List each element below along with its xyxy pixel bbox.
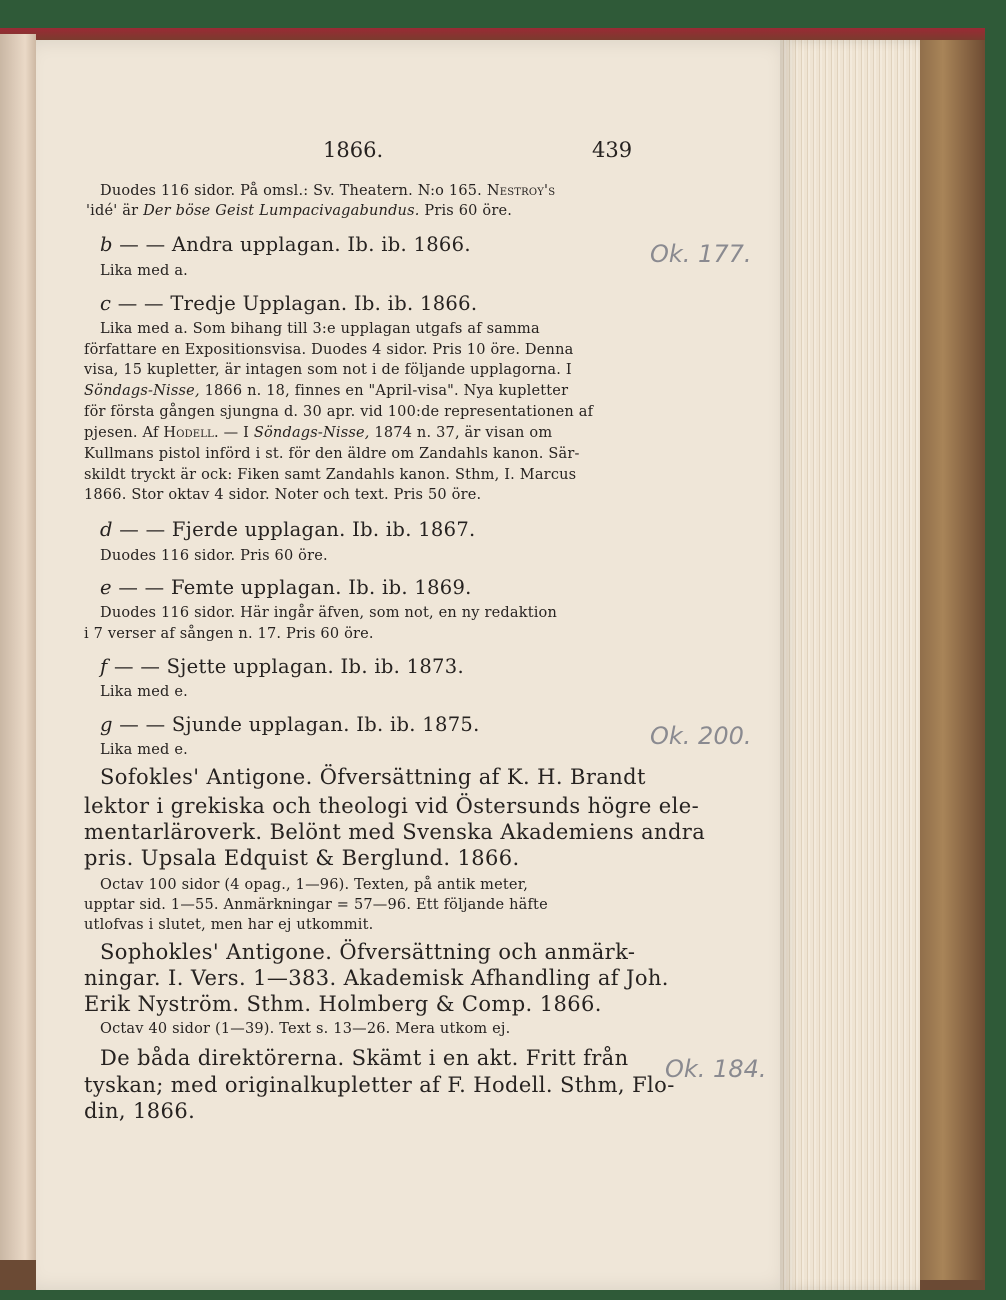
text-line: visa, 15 kupletter, är intagen som not i de följande upplagorna. I — [84, 362, 572, 378]
entry-title: mentarläroverk. Belönt med Svenska Akademiens andra — [84, 820, 706, 844]
entry-title: pris. Upsala Edquist & Berglund. 1866. — [84, 846, 520, 870]
entry-title: ningar. I. Vers. 1—383. Akademisk Afhandling af Joh. — [84, 966, 669, 990]
entry-title: tyskan; med originalkupletter af F. Hodell. Sthm, Flo- — [84, 1073, 675, 1097]
page-number: 439 — [592, 138, 633, 162]
text-line: i 7 verser af sången n. 17. Pris 60 öre. — [84, 626, 374, 642]
text-line: Octav 40 sidor (1—39). Text s. 13—26. Mera utkom ej. — [100, 1021, 511, 1037]
entry-heading: e — — Femte upplagan. Ib. ib. 1869. — [100, 576, 472, 599]
text-line: för första gången sjungna d. 30 apr. vid 100:de representationen af — [84, 404, 594, 420]
text-line: Lika med a. — [100, 263, 188, 279]
entry-title: Sophokles' Antigone. Öfversättning och anmärk- — [100, 940, 636, 964]
entry-heading: c — — Tredje Upplagan. Ib. ib. 1866. — [100, 292, 478, 315]
text-line: Duodes 116 sidor. Här ingår äfven, som not, en ny redaktion — [100, 605, 558, 621]
text-line: skildt tryckt är ock: Fiken samt Zandahls kanon. Sthm, I. Marcus — [84, 467, 577, 483]
text-line: Duodes 116 sidor. På omsl.: Sv. Theatern. N:o 165. Nestroy's — [100, 183, 556, 199]
text-line: pjesen. Af Hodell. — I Söndags-Nisse, 1874 n. 37, är visan om — [84, 425, 553, 441]
text-line: 1866. Stor oktav 4 sidor. Noter och text. Pris 50 öre. — [84, 487, 482, 503]
entry-heading: f — — Sjette upplagan. Ib. ib. 1873. — [100, 655, 464, 678]
text-line: Lika med e. — [100, 742, 188, 758]
text-line: författare en Expositionsvisa. Duodes 4 sidor. Pris 10 öre. Denna — [84, 342, 574, 358]
entry-title: Erik Nyström. Sthm. Holmberg & Comp. 1866. — [84, 992, 602, 1016]
text-line: Lika med e. — [100, 684, 188, 700]
entry-heading: d — — Fjerde upplagan. Ib. ib. 1867. — [100, 518, 476, 541]
text-line: Lika med a. Som bihang till 3:e upplagan utgafs af samma — [100, 321, 540, 337]
text-line: utlofvas i slutet, men har ej utkommit. — [84, 917, 374, 933]
text-line: Kullmans pistol införd i st. för den äldre om Zandahls kanon. Sär- — [84, 446, 580, 462]
entry-heading: b — — Andra upplagan. Ib. ib. 1866. — [100, 233, 471, 256]
text-line: Octav 100 sidor (4 opag., 1—96). Texten, på antik meter, — [100, 877, 529, 893]
entry-title: Sofokles' Antigone. Öfversättning af K. H. Brandt — [100, 765, 646, 789]
text-line: Duodes 116 sidor. Pris 60 öre. — [100, 548, 328, 564]
entry-title: din, 1866. — [84, 1099, 196, 1123]
text-line: Söndags-Nisse, 1866 n. 18, finnes en "April-visa". Nya kupletter — [84, 383, 569, 399]
margin-note: Ok. 200. — [650, 722, 752, 750]
entry-title: De båda direktörerna. Skämt i en akt. Fritt från — [100, 1046, 629, 1070]
entry-title: lektor i grekiska och theologi vid Östersunds högre ele- — [84, 794, 700, 818]
text-line: upptar sid. 1—55. Anmärkningar = 57—96. Ett följande häfte — [84, 897, 548, 913]
entry-heading: g — — Sjunde upplagan. Ib. ib. 1875. — [100, 713, 480, 736]
margin-note: Ok. 177. — [650, 240, 752, 268]
running-year: 1866. — [323, 138, 384, 162]
text-line: 'idé' är Der böse Geist Lumpacivagabundus. Pris 60 öre. — [86, 203, 513, 219]
margin-note: Ok. 184. — [665, 1055, 767, 1083]
